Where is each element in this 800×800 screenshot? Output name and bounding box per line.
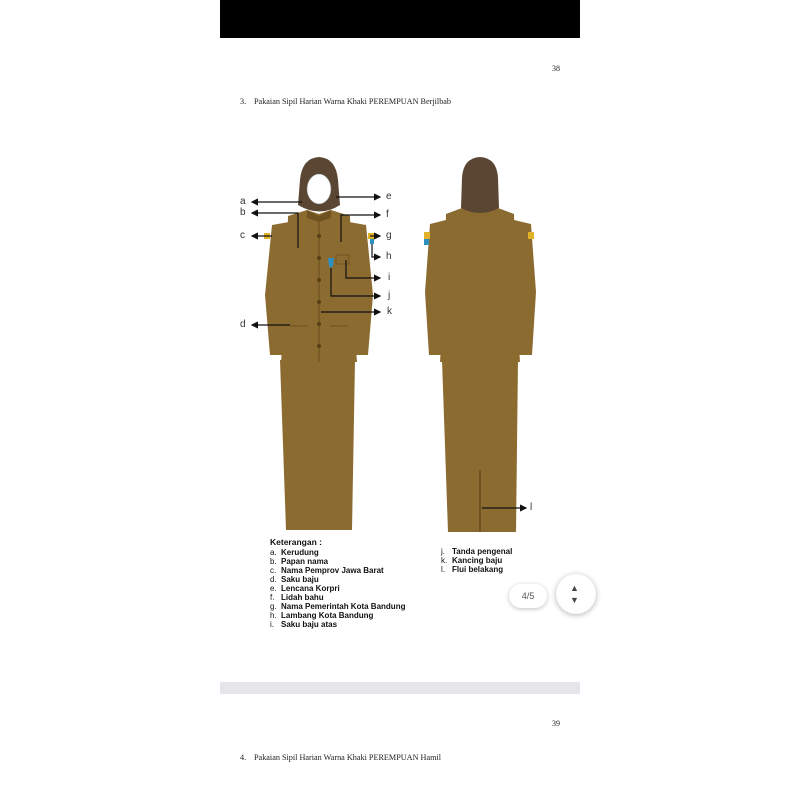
- label-g: g: [386, 230, 392, 241]
- heading-number: 4.: [240, 753, 247, 762]
- label-i: i: [388, 272, 391, 283]
- legend-item: k. Kancing baju: [441, 556, 503, 565]
- label-b: b: [240, 207, 246, 218]
- label-d: d: [240, 319, 246, 330]
- page-number-next: 39: [552, 719, 560, 728]
- heading-number: 3.: [240, 97, 247, 106]
- legend-item: b. Papan nama: [270, 557, 329, 566]
- section-heading-next: [240, 753, 441, 762]
- page-separator: [220, 682, 580, 694]
- label-j: j: [388, 290, 391, 301]
- legend-item: e. Lencana Korpri: [270, 584, 340, 593]
- legend-item: h. Lambang Kota Bandung: [270, 611, 374, 620]
- front-skirt: [280, 360, 355, 530]
- label-c: c: [240, 230, 245, 241]
- label-f: f: [386, 209, 389, 220]
- legend-item: f. Lidah bahu: [270, 593, 324, 602]
- back-jacket: [440, 208, 520, 362]
- label-k: k: [387, 306, 392, 317]
- label-h: h: [386, 251, 392, 262]
- chevron-down-icon[interactable]: ▼: [570, 595, 579, 605]
- legend-item: i. Saku baju atas: [270, 620, 338, 629]
- legend-title: Keterangan :: [270, 537, 322, 547]
- label-e: e: [386, 191, 392, 202]
- heading-text: Pakaian Sipil Harian Warna Khaki PEREMPUAN Hamil: [254, 753, 442, 762]
- face: [307, 174, 331, 204]
- legend-right-column: [441, 547, 512, 574]
- page-nav-button[interactable]: [556, 574, 596, 614]
- back-figure: [424, 157, 536, 532]
- legend-item: g. Nama Pemerintah Kota Bandung: [270, 602, 406, 611]
- legend-item: l. Flui belakang: [441, 565, 504, 574]
- legend-item: a. Kerudung: [270, 548, 319, 557]
- chevron-up-icon[interactable]: ▲: [570, 583, 579, 593]
- label-a: a: [240, 196, 246, 207]
- legend-item: j. Tanda pengenal: [441, 547, 513, 556]
- page-indicator: 4/5: [509, 584, 547, 608]
- label-l: l: [530, 502, 533, 513]
- legend-item: d. Saku baju: [270, 575, 319, 584]
- legend: [270, 538, 405, 629]
- legend-item: c. Nama Pemprov Jawa Barat: [270, 566, 384, 575]
- back-hijab: [461, 157, 499, 213]
- heading-text: Pakaian Sipil Harian Warna Khaki PEREMPUAN Berjilbab: [254, 97, 452, 106]
- page-number: 38: [552, 64, 560, 73]
- document-page-39: [220, 694, 580, 800]
